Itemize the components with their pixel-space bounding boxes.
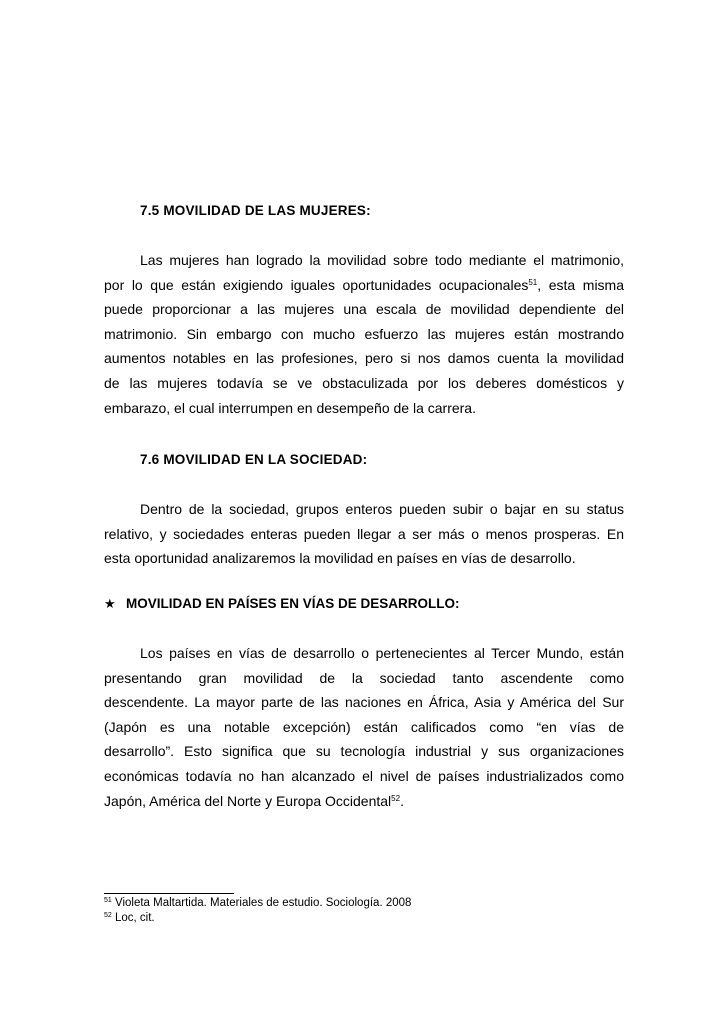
footnote-number: 52 bbox=[104, 912, 112, 919]
star-bullet-icon: ★ bbox=[104, 596, 116, 611]
subsection-heading-text: MOVILIDAD EN PAÍSES EN VÍAS DE DESARROLLO: bbox=[126, 596, 460, 611]
paragraph-line: económicas todavía no han alcanzado el nivel de países industrializados como bbox=[104, 767, 624, 784]
footnote-number: 51 bbox=[104, 897, 112, 904]
paragraph-line: , esta misma bbox=[537, 276, 624, 293]
paragraph-line: Dentro de la sociedad, grupos enteros pueden subir o bajar en su status bbox=[140, 501, 624, 517]
paragraph-line: . bbox=[400, 792, 404, 809]
footnote-ref-51: 51 bbox=[528, 277, 538, 287]
paragraph-line: puede proporcionar a las mujeres una escala de movilidad dependiente del bbox=[104, 301, 624, 318]
footnote-divider bbox=[104, 893, 234, 894]
footnote-51 bbox=[104, 897, 411, 909]
paragraph-line: matrimonio. Sin embargo con mucho esfuerzo las mujeres están mostrando bbox=[104, 325, 624, 342]
paragraph-line: de las mujeres todavía se ve obstaculizada por los deberes domésticos y bbox=[104, 374, 624, 391]
paragraph-line: presentando gran movilidad de la sociedad tanto ascendente como bbox=[104, 669, 624, 686]
paragraph-line: desarrollo”. Esto significa que su tecnología industrial y sus organizaciones bbox=[104, 743, 624, 760]
subsection-heading bbox=[104, 596, 460, 612]
footnote-text: Violeta Maltartida. Materiales de estudio. Sociología. 2008 bbox=[115, 897, 412, 909]
footnote-ref-52: 52 bbox=[391, 793, 401, 803]
section-7-5-paragraph bbox=[104, 248, 624, 420]
paragraph-line: por lo que están exigiendo iguales oportunidades ocupacionales bbox=[104, 276, 529, 293]
section-7-6-heading: 7.6 MOVILIDAD EN LA SOCIEDAD: bbox=[140, 452, 368, 467]
subsection-paragraph bbox=[104, 641, 624, 813]
paragraph-line: Los países en vías de desarrollo o pertenecientes al Tercer Mundo, están bbox=[140, 645, 624, 661]
paragraph-line: esta oportunidad analizaremos la movilidad en países en vías de desarrollo. bbox=[104, 550, 576, 567]
paragraph-line: embarazo, el cual interrumpen en desempeño de la carrera. bbox=[104, 399, 476, 416]
paragraph-line: Japón, América del Norte y Europa Occidental bbox=[104, 792, 392, 809]
paragraph-line: (Japón es una notable excepción) están calificados como “en vías de bbox=[104, 718, 624, 735]
section-7-6-paragraph bbox=[104, 497, 624, 571]
paragraph-line: relativo, y sociedades enteras pueden llegar a ser más o menos prosperas. En bbox=[104, 525, 624, 542]
footnote-52 bbox=[104, 912, 155, 924]
footnote-text: Loc, cit. bbox=[115, 912, 155, 924]
section-7-5-heading: 7.5 MOVILIDAD DE LAS MUJERES: bbox=[140, 203, 371, 218]
paragraph-line: aumentos notables en las profesiones, pero si nos damos cuenta la movilidad bbox=[104, 350, 624, 367]
paragraph-line: descendente. La mayor parte de las naciones en África, Asia y América del Sur bbox=[104, 694, 624, 711]
paragraph-line: Las mujeres han logrado la movilidad sobre todo mediante el matrimonio, bbox=[140, 252, 624, 268]
